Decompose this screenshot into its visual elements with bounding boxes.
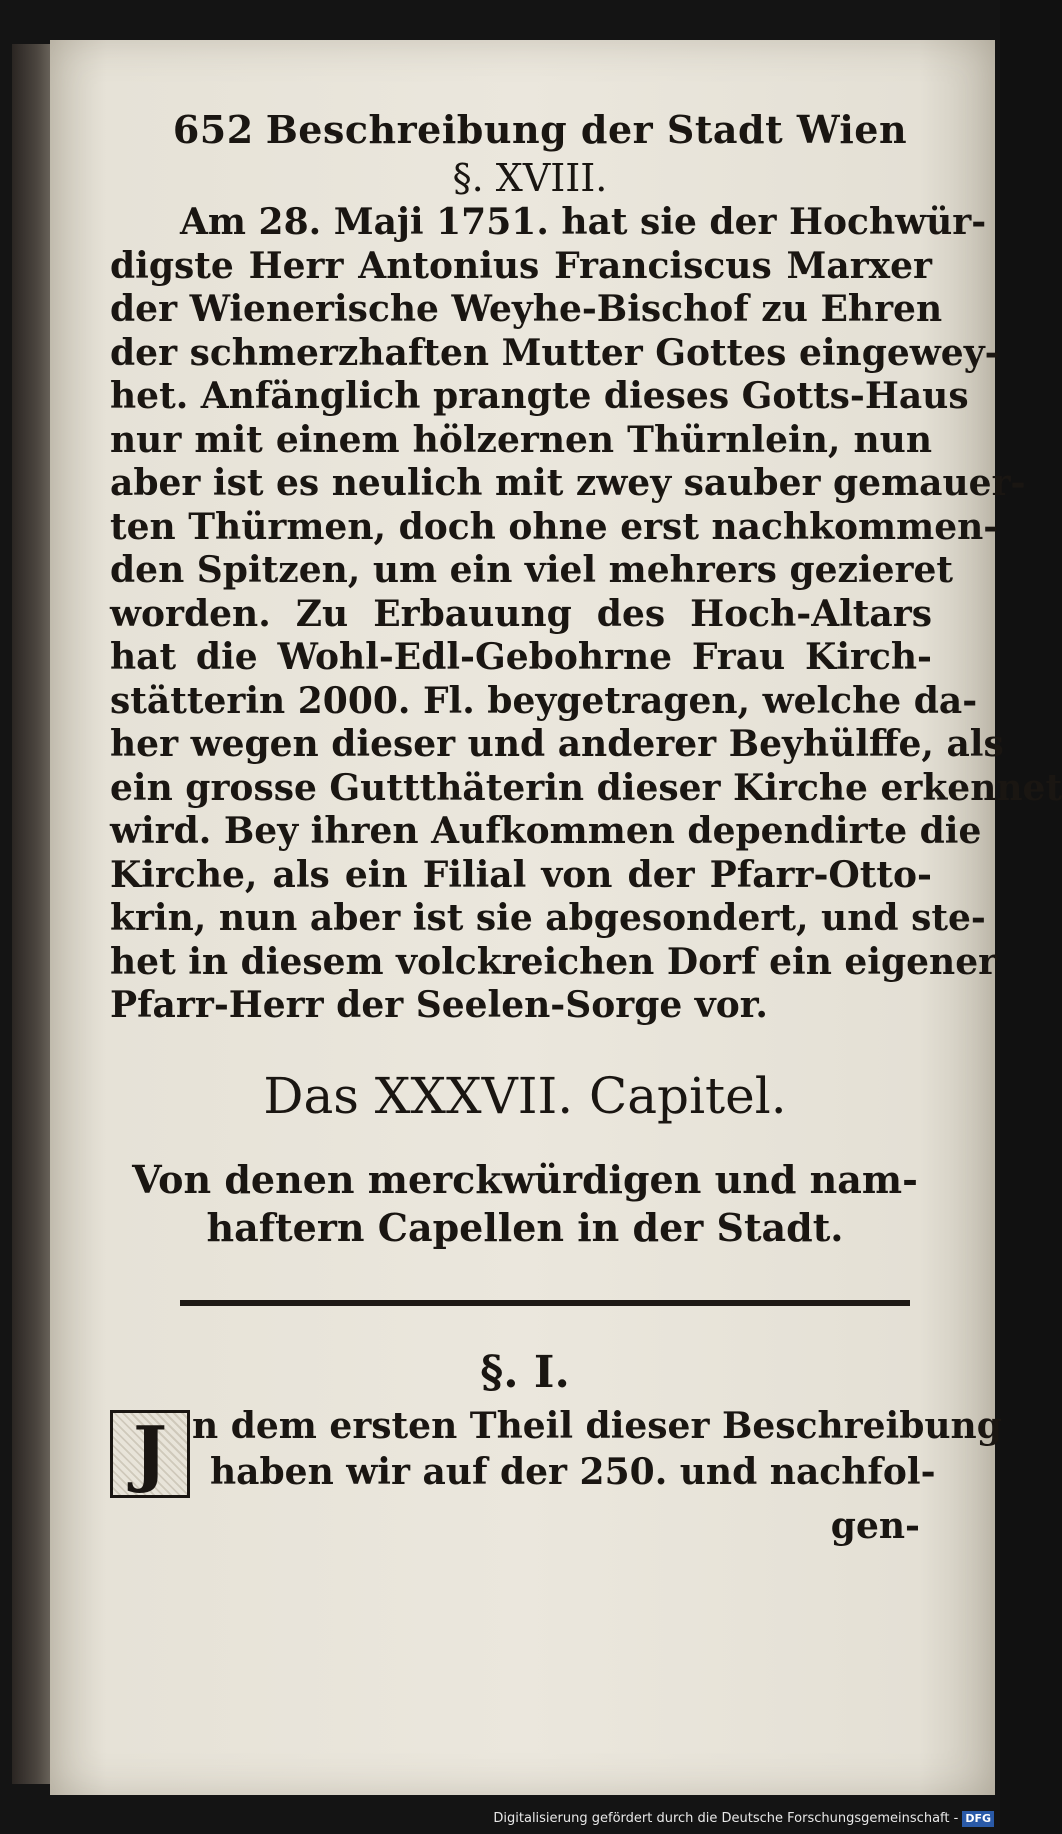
section-xviii-paragraph: [110, 201, 1062, 1028]
paragraph-line: aber ist es neulich mit zwey sauber gemauer-: [110, 462, 1026, 504]
section-mark-xviii: §. XVIII.: [452, 156, 608, 200]
paragraph-line: krin, nun aber ist sie abgesondert, und ste-: [110, 897, 986, 939]
paragraph-line: den Spitzen, um ein viel mehrers gezieret: [110, 549, 954, 591]
paragraph-line: haben wir auf der 250. und nachfol-: [210, 1450, 936, 1493]
decorated-initial: J: [110, 1410, 190, 1498]
book-page-edge: [12, 44, 52, 1784]
paragraph-line: het. Anfänglich prangte dieses Gotts-Haus: [110, 375, 969, 417]
paragraph-line: ten Thürmen, doch ohne erst nachkommen-: [110, 505, 999, 548]
chapter-subtitle-line: haftern Capellen in der Stadt.: [206, 1204, 844, 1250]
paragraph-line: hat die Wohl-Edl-Gebohrne Frau Kirch-: [110, 636, 932, 678]
section-i-paragraph: [110, 1404, 1002, 1500]
paragraph-line: worden. Zu Erbauung des Hoch-Altars: [110, 592, 932, 635]
paragraph-line: Am 28. Maji 1751. hat sie der Hochwür-: [180, 201, 987, 243]
paragraph-line: Pfarr-Herr der Seelen-Sorge vor.: [110, 984, 768, 1026]
paragraph-line: n dem ersten Theil dieser Beschreibung: [192, 1404, 1002, 1447]
paragraph-line: het in diesem volckreichen Dorf ein eigener: [110, 940, 998, 983]
section-mark-i: §. I.: [480, 1346, 570, 1398]
paragraph-line: ein grosse Guttthäterin dieser Kirche erkennet: [110, 766, 1062, 809]
horizontal-rule: [180, 1300, 910, 1306]
running-head: [140, 105, 940, 155]
chapter-subtitle-line: Von denen merckwürdigen und nam-: [132, 1156, 918, 1202]
paragraph-line: nur mit einem hölzernen Thürnlein, nun: [110, 418, 932, 461]
page-text: [110, 105, 1062, 1548]
dfg-logo: DFG: [962, 1811, 994, 1827]
paragraph-line: der Wienerische Weyhe-Bischof zu Ehren: [110, 288, 943, 330]
paragraph-line: stätterin 2000. Fl. beygetragen, welche da-: [110, 679, 978, 722]
digitization-credit: [493, 1806, 994, 1832]
page-number: 652: [172, 107, 254, 152]
catchword: gen-: [830, 1504, 920, 1547]
paragraph-line: Kirche, als ein Filial von der Pfarr-Otto-: [110, 853, 932, 896]
running-head-title: Beschreibung der Stadt Wien: [265, 107, 908, 152]
credit-text: Digitalisierung gefördert durch die Deutsche Forschungsgemeinschaft -: [493, 1811, 959, 1826]
chapter-title: Das XXXVII. Capitel.: [263, 1066, 787, 1125]
paragraph-line: her wegen dieser und anderer Beyhülffe, als: [110, 723, 1004, 765]
paragraph-line: wird. Bey ihren Aufkommen dependirte die: [110, 810, 982, 852]
paragraph-line: der schmerzhaften Mutter Gottes eingewey-: [110, 331, 1000, 374]
paragraph-line: digste Herr Antonius Franciscus Marxer: [110, 244, 932, 287]
